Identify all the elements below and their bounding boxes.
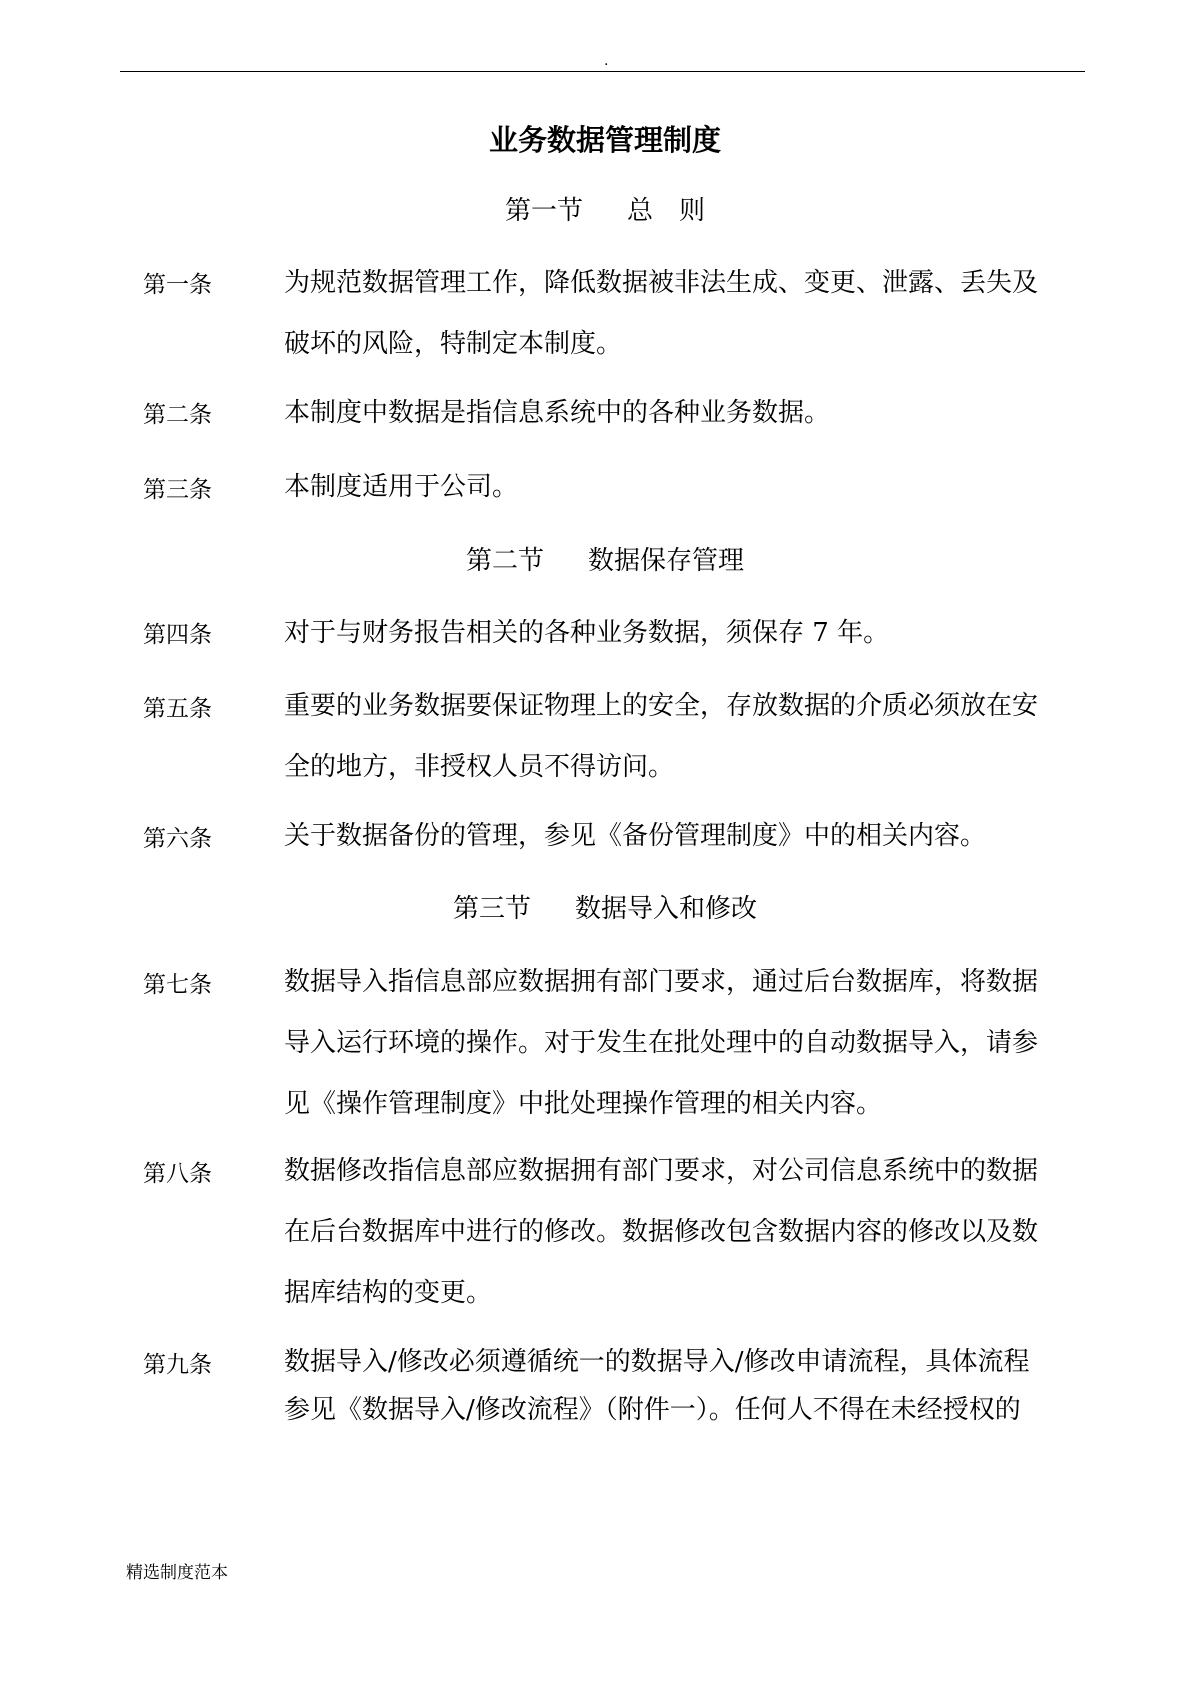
- article-text-line: 数据导入/修改必须遵循统一的数据导入/修改申请流程，具体流程: [284, 1347, 1030, 1377]
- article-text-line: 全的地方，非授权人员不得访问。: [284, 752, 675, 782]
- section-name: 数据保存管理: [588, 546, 745, 576]
- section-heading: [0, 544, 1190, 578]
- section-name: 数据导入和修改: [575, 894, 758, 924]
- article-text-line: 据库结构的变更。: [284, 1278, 493, 1308]
- section-heading: [0, 892, 1190, 926]
- article-label: 第四条: [143, 622, 212, 648]
- article-text-line: 破坏的风险，特制定本制度。: [284, 329, 623, 359]
- article-text-line: 数据修改指信息部应数据拥有部门要求，对公司信息系统中的数据: [284, 1156, 1039, 1186]
- article-text-line: 在后台数据库中进行的修改。数据修改包含数据内容的修改以及数: [284, 1217, 1039, 1247]
- article-text-line: 本制度中数据是指信息系统中的各种业务数据。: [284, 398, 831, 428]
- header-mark: .: [604, 53, 609, 69]
- document-title: 业务数据管理制度: [488, 123, 721, 157]
- header-rule: [120, 71, 1085, 72]
- article-label: 第六条: [143, 826, 212, 852]
- section-number: 第三节: [452, 894, 531, 924]
- article-text-line: 重要的业务数据要保证物理上的安全，存放数据的介质必须放在安: [284, 691, 1039, 721]
- article-label: 第九条: [143, 1352, 212, 1378]
- section-heading: [0, 194, 1190, 228]
- footer-text: 精选制度范本: [126, 1563, 228, 1583]
- article-text-line: 见《操作管理制度》中批处理操作管理的相关内容。: [284, 1089, 883, 1119]
- article-label: 第八条: [143, 1161, 212, 1187]
- article-text-line: 本制度适用于公司。: [284, 472, 519, 502]
- article-text-line: 数据导入指信息部应数据拥有部门要求，通过后台数据库，将数据: [284, 967, 1039, 997]
- article-label: 第五条: [143, 696, 212, 722]
- section-name: 总 则: [627, 196, 706, 226]
- section-number: 第二节: [465, 546, 544, 576]
- article-text-line: 对于与财务报告相关的各种业务数据，须保存 7 年。: [284, 618, 890, 648]
- section-number: 第一节: [504, 196, 583, 226]
- article-label: 第七条: [143, 972, 212, 998]
- article-text-line: 为规范数据管理工作，降低数据被非法生成、变更、泄露、丢失及: [284, 268, 1039, 298]
- article-text-line: 参见《数据导入/修改流程》（附件一）。任何人不得在未经授权的: [284, 1395, 1021, 1425]
- article-text-line: 导入运行环境的操作。对于发生在批处理中的自动数据导入，请参: [284, 1028, 1039, 1058]
- article-label: 第二条: [143, 402, 212, 428]
- article-text-line: 关于数据备份的管理，参见《备份管理制度》中的相关内容。: [284, 821, 987, 851]
- article-label: 第三条: [143, 477, 212, 503]
- article-label: 第一条: [143, 272, 212, 298]
